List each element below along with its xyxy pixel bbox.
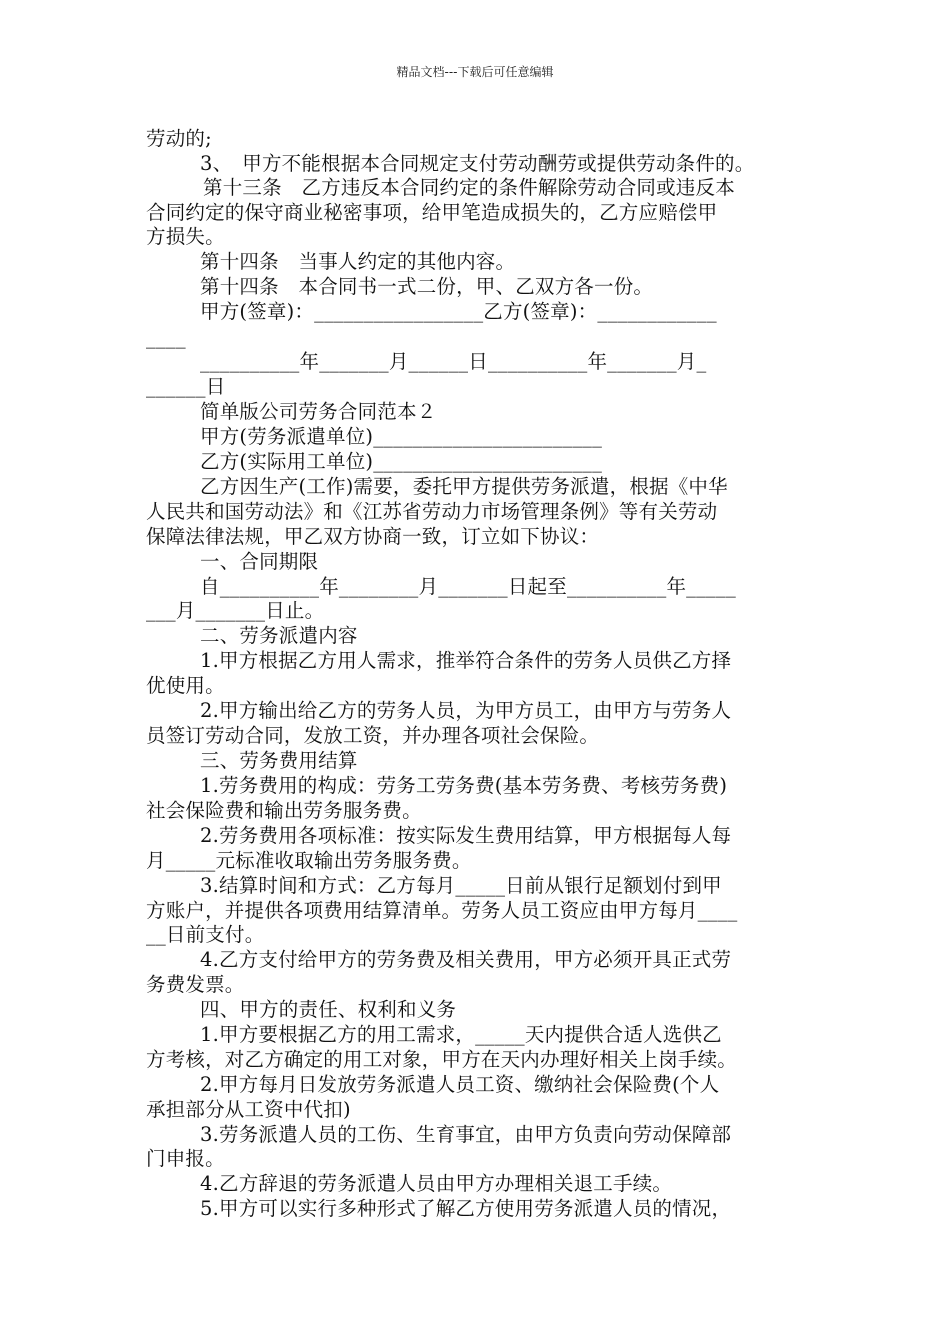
text-line: 4.乙方辞退的劳务派遣人员由甲方办理相关退工手续。 <box>200 1172 673 1195</box>
text-line: 方损失。 <box>146 225 225 248</box>
text-line: 3.结算时间和方式：乙方每月_____日前从银行足额划付到甲 <box>200 874 722 897</box>
text-line: 5.甲方可以实行多种形式了解乙方使用劳务派遣人员的情况， <box>200 1197 732 1220</box>
text-line: 方考核，对乙方确定的用工对象，甲方在天内办理好相关上岗手续。 <box>146 1048 738 1071</box>
text-line: __________年_______月______日__________年_______月_ <box>200 350 707 373</box>
text-line: 3.劳务派遣人员的工伤、生育事宜，由甲方负责向劳动保障部 <box>200 1123 732 1146</box>
text-line: 务费发票。 <box>146 973 245 996</box>
text-line: 优使用。 <box>146 674 225 697</box>
text-line: 劳动的; <box>146 127 212 150</box>
text-line: 第十四条 当事人约定的其他内容。 <box>200 250 516 273</box>
text-line: 1.甲方要根据乙方的用工需求，_____天内提供合适人选供乙 <box>200 1023 722 1046</box>
text-line: 承担部分从工资中代扣) <box>146 1098 351 1121</box>
text-line: 社会保险费和输出劳务服务费。 <box>146 799 422 822</box>
text-line: 门申报。 <box>146 1147 225 1170</box>
text-line: ____ <box>146 326 186 349</box>
text-line: 月_____元标准收取输出劳务服务费。 <box>146 849 472 872</box>
text-line: ______日 <box>146 375 226 398</box>
text-line: 一、合同期限 <box>200 550 319 573</box>
text-line: 2.甲方输出给乙方的劳务人员，为甲方员工，由甲方与劳务人 <box>200 699 732 722</box>
text-line: 简单版公司劳务合同范本２ <box>200 400 437 423</box>
text-line: 方账户，并提供各项费用结算清单。劳务人员工资应由甲方每月____ <box>146 899 738 922</box>
text-line: 乙方因生产(工作)需要，委托甲方提供劳务派遣，根据《中华 <box>200 475 728 498</box>
text-line: 甲方(签章)：_________________乙方(签章)：____________ <box>200 300 717 323</box>
text-line: 第十四条 本合同书一式二份，甲、乙双方各一份。 <box>200 275 654 298</box>
text-line: 甲方(劳务派遣单位)_______________________ <box>200 425 603 448</box>
text-line: 乙方(实际用工单位)_______________________ <box>200 450 603 473</box>
text-line: 员签订劳动合同，发放工资，并办理各项社会保险。 <box>146 724 600 747</box>
page-header: 精品文档---下载后可任意编辑 <box>396 65 554 79</box>
text-line: 1.劳务费用的构成：劳务工劳务费(基本劳务费、考核劳务费) <box>200 774 728 797</box>
text-line: 4.乙方支付给甲方的劳务费及相关费用，甲方必须开具正式劳 <box>200 948 732 971</box>
text-line: 四、甲方的责任、权利和义务 <box>200 998 457 1021</box>
text-line: 1.甲方根据乙方用人需求，推举符合条件的劳务人员供乙方择 <box>200 649 732 672</box>
text-line: __日前支付。 <box>146 923 265 946</box>
text-line: 2.甲方每月日发放劳务派遣人员工资、缴纳社会保险费(个人 <box>200 1073 720 1096</box>
text-line: 二、劳务派遣内容 <box>200 624 358 647</box>
text-line: 自__________年________月_______日起至__________年_____ <box>200 575 736 598</box>
text-line: 三、劳务费用结算 <box>200 749 358 772</box>
text-line: 2.劳务费用各项标准：按实际发生费用结算，甲方根据每人每 <box>200 824 732 847</box>
text-line: 保障法律法规，甲乙双方协商一致，订立如下协议： <box>146 525 600 548</box>
text-line: 合同约定的保守商业秘密事项，给甲笔造成损失的，乙方应赔偿甲 <box>146 201 718 224</box>
text-line: 人民共和国劳动法》和《江苏省劳动力市场管理条例》等有关劳动 <box>146 500 718 523</box>
text-line: 第十三条 乙方违反本合同约定的条件解除劳动合同或违反本 <box>203 176 735 199</box>
text-line: ___月_______日止。 <box>146 599 325 622</box>
text-line: 3、 甲方不能根据本合同规定支付劳动酬劳或提供劳动条件的。 <box>200 152 755 175</box>
